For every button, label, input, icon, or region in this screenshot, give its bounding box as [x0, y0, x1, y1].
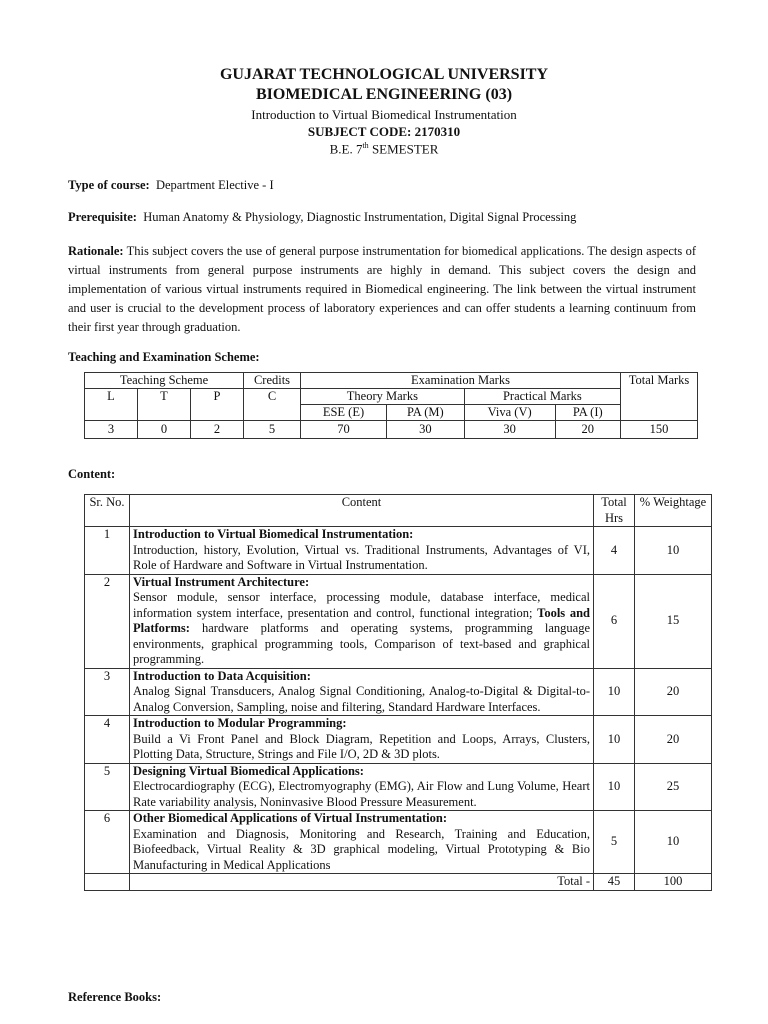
- content-table: [84, 494, 712, 891]
- total-hrs: 45: [594, 874, 635, 891]
- viva-header: Viva (V): [464, 405, 555, 421]
- row-title: Other Biomedical Applications of Virtual Instrumentation:: [133, 811, 448, 825]
- row-hrs: 5: [594, 811, 635, 874]
- rationale-label: Rationale:: [68, 244, 124, 258]
- p-header: P: [191, 389, 244, 421]
- row-sr: 4: [85, 716, 130, 764]
- value-t: 0: [138, 421, 191, 439]
- type-value: Department Elective - I: [155, 178, 274, 192]
- pai-header: PA (I): [555, 405, 620, 421]
- row-body: Introduction, history, Evolution, Virtual vs. Traditional Instruments, Advantages of VI, Role of Hardware and Software in Virtual Instrumentation.: [133, 542, 590, 572]
- total-label: Total -: [130, 874, 594, 891]
- row-hrs: 4: [594, 527, 635, 575]
- row-title: Designing Virtual Biomedical Applications:: [133, 763, 364, 778]
- table-row: [85, 527, 712, 575]
- university-name: GUJARAT TECHNOLOGICAL UNIVERSITY: [219, 66, 549, 83]
- row-weight: 10: [635, 527, 712, 575]
- type-label: Type of course:: [68, 178, 150, 192]
- ese-header: ESE (E): [301, 405, 387, 421]
- row-bold-mid: Tools and Platforms:: [133, 605, 591, 635]
- row-body: Examination and Diagnosis, Monitoring and Research, Training and Education, Biofeedback, Virtual Reality & 3D graphical modeling, Virtual Prototyping & Bio Manufacturing in Medical Applications: [133, 826, 590, 872]
- row-body-a: Sensor module, sensor interface, processing module, database interface, medical information system interface, presentation and control, functional integration;: [133, 590, 590, 620]
- value-viva: 30: [464, 421, 555, 439]
- total-marks-header: Total Marks: [621, 373, 698, 421]
- reference-books-title: Reference Books:: [68, 990, 162, 1004]
- value-pam: 30: [386, 421, 464, 439]
- type-of-course: [68, 178, 274, 193]
- table-row: [85, 763, 712, 811]
- content-header: Content: [130, 495, 594, 527]
- rationale: [68, 242, 696, 337]
- prereq-value: Human Anatomy & Physiology, Diagnostic Instrumentation, Digital Signal Processing: [143, 210, 577, 224]
- row-sr: 5: [85, 763, 130, 811]
- value-pai: 20: [555, 421, 620, 439]
- prerequisite: [68, 210, 576, 225]
- subject-code: SUBJECT CODE: 2170310: [307, 124, 461, 139]
- row-sr: 2: [85, 574, 130, 668]
- exam-marks-header: Examination Marks: [301, 373, 621, 389]
- semester-sup: th: [362, 141, 369, 150]
- pam-header: PA (M): [386, 405, 464, 421]
- sr-header: Sr. No.: [85, 495, 130, 527]
- value-ese: 70: [301, 421, 387, 439]
- total-weight: 100: [635, 874, 712, 891]
- value-p: 2: [191, 421, 244, 439]
- row-hrs: 10: [594, 763, 635, 811]
- semester-prefix: B.E. 7: [329, 141, 363, 157]
- row-content: [130, 527, 594, 575]
- semester-suffix: SEMESTER: [368, 141, 439, 157]
- scheme-table: [84, 372, 698, 439]
- credits-header: Credits: [244, 373, 301, 389]
- row-weight: 20: [635, 716, 712, 764]
- department-name: BIOMEDICAL ENGINEERING (03): [255, 86, 513, 103]
- t-header: T: [138, 389, 191, 421]
- rationale-text: This subject covers the use of general purpose instrumentation for biomedical applications. The design aspects of virtual instruments from general purpose instruments are highly in demand. This subject covers the design and implementation of various virtual instruments required in Biomedical engineering. The link between the virtual instrument and user is crucial to the development process of laboratory experiences and can offer students a learning continuum from their first year through graduation.: [68, 244, 696, 334]
- row-body: Build a Vi Front Panel and Block Diagram, Repetition and Loops, Arrays, Clusters, Plotting Data, Structure, Strings and File I/O, 2D & 3D plots.: [133, 731, 590, 761]
- total-empty-cell: [85, 874, 130, 891]
- row-title: Introduction to Data Acquisition:: [133, 668, 311, 683]
- row-title: Introduction to Virtual Biomedical Instrumentation:: [133, 527, 414, 541]
- row-hrs: 10: [594, 668, 635, 716]
- semester: [0, 141, 768, 157]
- row-weight: 25: [635, 763, 712, 811]
- table-row: [85, 716, 712, 764]
- weight-header: % Weightage: [635, 495, 712, 527]
- row-sr: 1: [85, 527, 130, 575]
- scheme-title: Teaching and Examination Scheme:: [68, 350, 260, 364]
- row-content: [130, 574, 594, 668]
- row-hrs: 10: [594, 716, 635, 764]
- row-title: Virtual Instrument Architecture:: [133, 574, 310, 589]
- row-weight: 15: [635, 574, 712, 668]
- l-header: L: [85, 389, 138, 421]
- row-weight: 20: [635, 668, 712, 716]
- row-weight: 10: [635, 811, 712, 874]
- value-c: 5: [244, 421, 301, 439]
- subject-name: Introduction to Virtual Biomedical Instrumentation: [251, 107, 517, 122]
- c-header: C: [244, 389, 301, 421]
- row-sr: 6: [85, 811, 130, 874]
- content-title: Content:: [68, 467, 116, 481]
- row-content: [130, 668, 594, 716]
- row-content: [130, 763, 594, 811]
- prereq-label: Prerequisite:: [68, 210, 137, 224]
- hrs-header: Total Hrs: [594, 495, 635, 527]
- value-l: 3: [85, 421, 138, 439]
- row-content: [130, 716, 594, 764]
- table-row: [85, 574, 712, 668]
- row-body: Electrocardiography (ECG), Electromyography (EMG), Air Flow and Lung Volume, Heart Rate variability analysis, Noninvasive Blood Pressure Measurement.: [133, 779, 590, 809]
- row-title: Introduction to Modular Programming:: [133, 716, 347, 730]
- total-row: [85, 874, 712, 891]
- practical-marks-header: Practical Marks: [464, 389, 620, 405]
- row-body: Analog Signal Transducers, Analog Signal Conditioning, Analog-to-Digital & Digital-to-Analog Conversion, Sampling, noise and filtering, Standard Hardware Interfaces.: [133, 684, 590, 714]
- row-content: [130, 811, 594, 874]
- table-row: [85, 668, 712, 716]
- teaching-scheme-header: Teaching Scheme: [85, 373, 244, 389]
- row-body-b: hardware platforms and operating systems, programming language environments, graphical programming tools, Comparison of text-based and graphical programming.: [133, 621, 590, 666]
- table-row: [85, 811, 712, 874]
- value-total: 150: [621, 421, 698, 439]
- theory-marks-header: Theory Marks: [301, 389, 465, 405]
- row-sr: 3: [85, 668, 130, 716]
- row-hrs: 6: [594, 574, 635, 668]
